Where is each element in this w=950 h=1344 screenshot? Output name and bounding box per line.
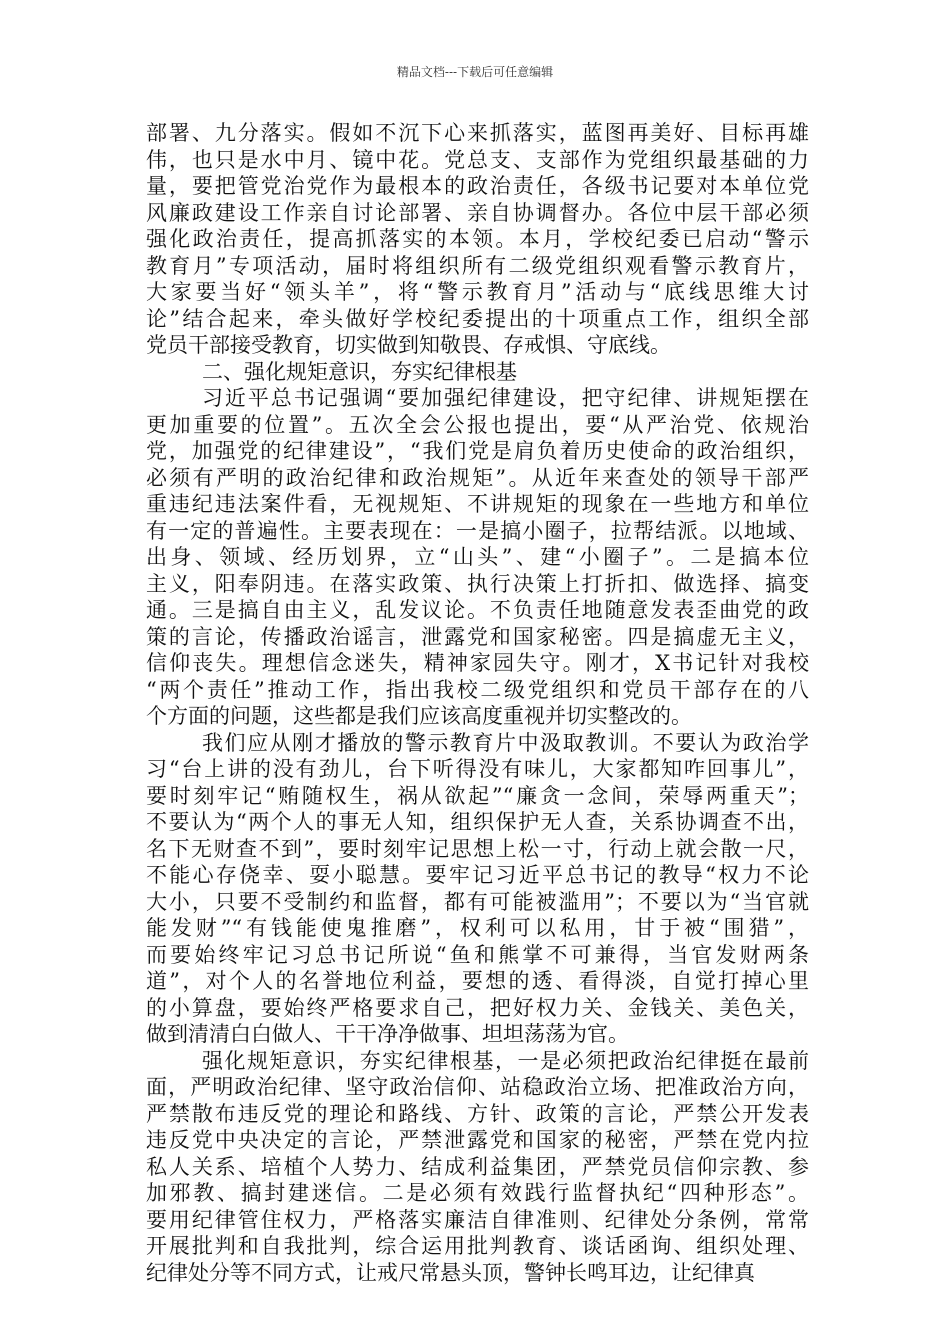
text-line: 强化规矩意识，夯实纪律根基，一是必须把政治纪律挺在最前 <box>202 1048 809 1073</box>
text-line: 而要始终牢记习总书记所说“鱼和熊掌不可兼得，当官发财两条 <box>146 942 809 967</box>
text-line: 面，严明政治纪律、坚守政治信仰、站稳政治立场、把准政治方向， <box>146 1075 809 1099</box>
paragraph <box>146 1048 809 1287</box>
document-body <box>146 120 809 1286</box>
paragraph <box>146 120 809 359</box>
text-line: 纪律处分等不同方式，让戒尺常悬头顶，警钟长鸣耳边，让纪律真 <box>146 1260 755 1285</box>
text-line: 二、强化规矩意识，夯实纪律根基 <box>202 359 517 384</box>
text-line: 做到清清白白做人、干干净净做事、坦坦荡荡为官。 <box>146 1022 629 1046</box>
text-line: 强化政治责任，提高抓落实的本领。本月，学校纪委已启动“警示 <box>146 227 809 251</box>
text-line: 大小，只要不受制约和监督，都有可能被滥用”；不要以为“当官就 <box>146 889 809 914</box>
text-line: 通。三是搞自由主义，乱发议论。不负责任地随意发表歪曲党的政 <box>146 598 809 622</box>
text-line: 加邪教、搞封建迷信。二是必须有效践行监督执纪“四种形态”。 <box>146 1181 809 1205</box>
paragraph <box>146 730 809 1048</box>
text-line: 严禁散布违反党的理论和路线、方针、政策的言论，严禁公开发表 <box>146 1101 809 1126</box>
text-line: 伟，也只是水中月、镜中花。党总支、支部作为党组织最基础的力 <box>146 147 809 172</box>
text-line: 重违纪违法案件看，无视规矩、不讲规矩的现象在一些地方和单位 <box>146 492 809 516</box>
paragraph <box>146 385 809 730</box>
text-line: 要时刻牢记“贿随权生，祸从欲起”“廉贪一念间，荣辱两重天”； <box>146 783 809 808</box>
text-line: 开展批判和自我批判，综合运用批判教育、谈话函询、组织处理、 <box>146 1234 809 1258</box>
text-line: 不能心存侥幸、耍小聪慧。要牢记习近平总书记的教导“权力不论 <box>146 863 809 887</box>
text-line: 出身、领域、经历划界，立“山头”、建“小圈子”。二是搞本位 <box>146 545 809 569</box>
text-line: 主义，阳奉阴违。在落实政策、执行决策上打折扣、做选择、搞变 <box>146 571 809 596</box>
text-line: 教育月”专项活动，届时将组织所有二级党组织观看警示教育片， <box>146 253 809 278</box>
text-line: 有一定的普遍性。主要表现在：一是搞小圈子，拉帮结派。以地域、 <box>146 518 809 543</box>
text-line: 论”结合起来，牵头做好学校纪委提出的十项重点工作，组织全部 <box>146 306 809 331</box>
text-line: 违反党中央决定的言论，严禁泄露党和国家的秘密，严禁在党内拉 <box>146 1128 809 1152</box>
text-line: 我们应从刚才播放的警示教育片中汲取教训。不要认为政治学 <box>202 730 809 755</box>
text-line: 必须有严明的政治纪律和政治规矩”。从近年来查处的领导干部严 <box>146 465 809 490</box>
text-line: 更加重要的位置”。五次全会公报也提出，要“从严治党、依规治 <box>146 412 809 437</box>
text-line: 要用纪律管住权力，严格落实廉洁自律准则、纪律处分条例，常常 <box>146 1207 809 1232</box>
text-line: “两个责任”推动工作，指出我校二级党组织和党员干部存在的八 <box>146 677 809 702</box>
text-line: 私人关系、培植个人势力、结成利益集团，严禁党员信仰宗教、参 <box>146 1154 809 1179</box>
text-line: 信仰丧失。理想信念迷失，精神家园失守。刚才，X书记针对我校 <box>146 651 809 675</box>
text-line: 个方面的问题，这些都是我们应该高度重视并切实整改的。 <box>146 704 692 728</box>
text-line: 风廉政建设工作亲自讨论部署、亲自协调督办。各位中层干部必须 <box>146 200 809 225</box>
text-line: 习“台上讲的没有劲儿，台下听得没有味儿，大家都知咋回事儿”， <box>146 757 809 781</box>
page-header: 精品文档---下载后可任意编辑 <box>396 65 554 79</box>
text-line: 策的言论，传播政治谣言，泄露党和国家秘密。四是搞虚无主义， <box>146 624 809 649</box>
text-line: 能发财”“有钱能使鬼推磨”，权利可以私用，甘于被“围猎”， <box>146 916 809 940</box>
text-line: 量，要把管党治党作为最根本的政治责任，各级书记要对本单位党 <box>146 174 809 198</box>
text-line: 党员干部接受教育，切实做到知敬畏、存戒惧、守底线。 <box>146 333 671 357</box>
text-line: 部署、九分落实。假如不沉下心来抓落实，蓝图再美好、目标再雄 <box>146 121 809 145</box>
text-line: 习近平总书记强调“要加强纪律建设，把守纪律、讲规矩摆在 <box>202 386 809 410</box>
text-line: 大家要当好“领头羊”，将“警示教育月”活动与“底线思维大讨 <box>146 280 809 304</box>
text-line: 的小算盘，要始终严格要求自己，把好权力关、金钱关、美色关， <box>146 995 809 1020</box>
text-line: 名下无财查不到”，要时刻牢记思想上松一寸，行动上就会散一尺， <box>146 836 809 861</box>
text-line: 党，加强党的纪律建设”，“我们党是肩负着历史使命的政治组织， <box>146 439 809 463</box>
paragraph <box>146 359 809 386</box>
text-line: 道”，对个人的名誉地位利益，要想的透、看得淡，自觉打掉心里 <box>146 969 809 993</box>
text-line: 不要认为“两个人的事无人知，组织保护无人查，关系协调查不出， <box>146 810 809 834</box>
